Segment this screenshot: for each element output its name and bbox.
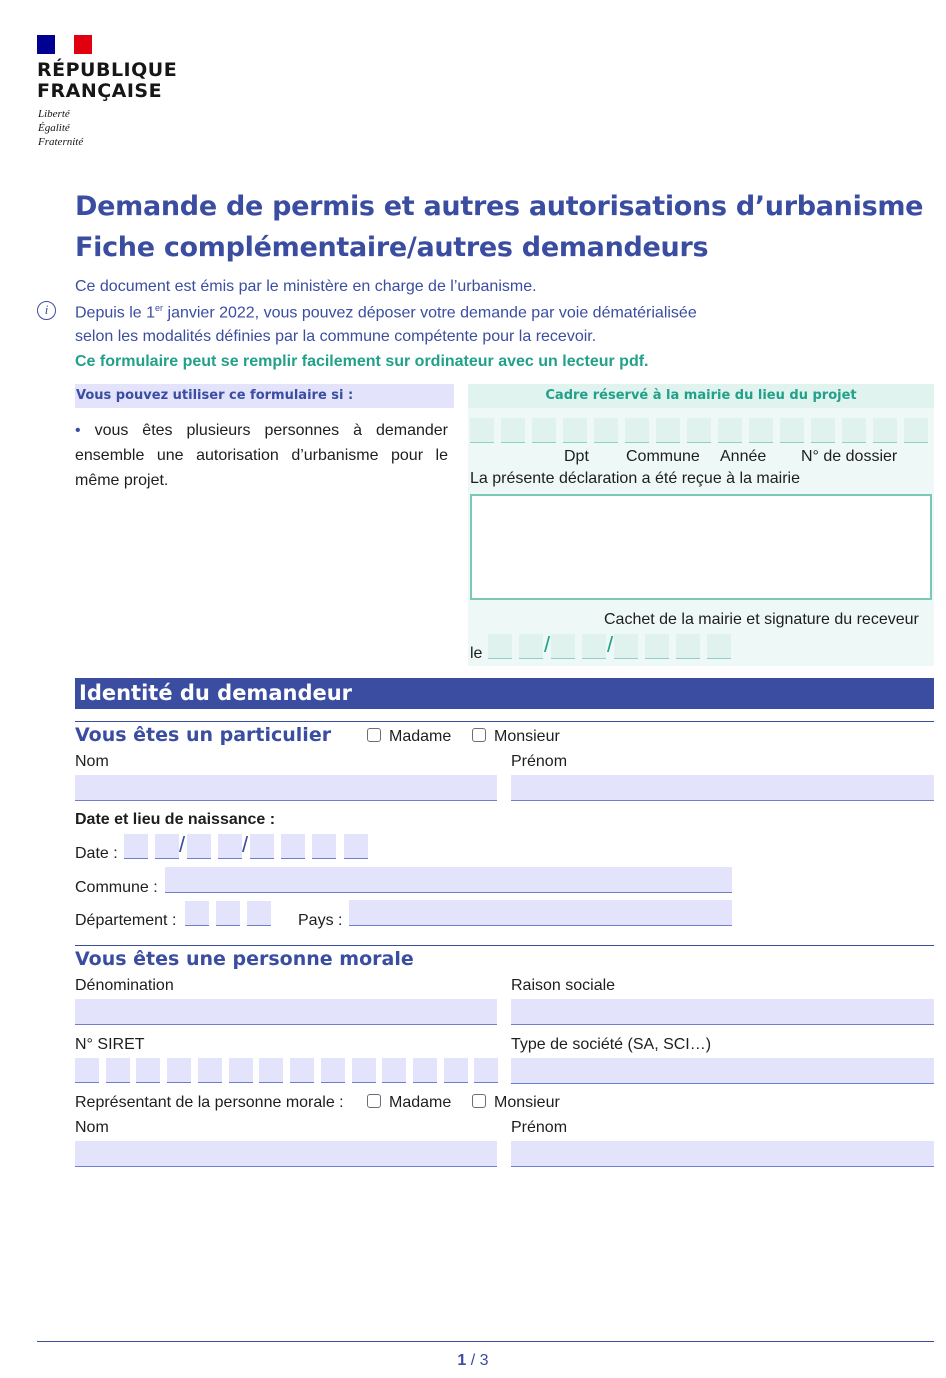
dossier-cell[interactable] <box>501 418 525 443</box>
reception-date-cell[interactable] <box>614 634 638 659</box>
dossier-cell[interactable] <box>780 418 804 443</box>
representant-monsieur-checkbox[interactable] <box>472 1094 486 1108</box>
siret-cell[interactable] <box>474 1058 498 1083</box>
siret-cell[interactable] <box>444 1058 468 1083</box>
commune-label: Commune : <box>75 879 158 896</box>
reception-date-cell[interactable] <box>707 634 731 659</box>
monsieur-checkbox[interactable] <box>472 728 486 742</box>
nom-label: Nom <box>75 753 109 770</box>
usage-description: vous êtes plusieurs personnes à demander ensemble une autorisation d’urbanisme pour le même projet. <box>75 422 448 489</box>
logo-line-1: RÉPUBLIQUE <box>37 59 178 81</box>
birth-date-cell[interactable] <box>155 834 179 859</box>
pays-label: Pays : <box>298 912 343 929</box>
total-pages: 3 <box>479 1352 489 1369</box>
intro-line-2 <box>75 303 697 322</box>
madame-checkbox[interactable] <box>367 728 381 742</box>
dossier-cell[interactable] <box>656 418 680 443</box>
date-separator: / <box>242 832 249 857</box>
label-dossier: N° de dossier <box>801 448 898 465</box>
birth-date-cell[interactable] <box>124 834 148 859</box>
info-icon: i <box>37 301 56 320</box>
siret-cell[interactable] <box>321 1058 345 1083</box>
dossier-cell[interactable] <box>873 418 897 443</box>
motto-fraternite: Fraternité <box>38 136 84 148</box>
intro-line-3: selon les modalités définies par la commune compétente pour la recevoir. <box>75 328 597 345</box>
date-prefix-le: le <box>470 645 483 662</box>
dossier-cell[interactable] <box>687 418 711 443</box>
madame-label: Madame <box>389 728 452 745</box>
raison-sociale-label: Raison sociale <box>511 977 616 994</box>
republique-francaise-logo <box>37 60 177 102</box>
siret-label: N° SIRET <box>75 1036 145 1053</box>
stamp-area[interactable] <box>470 494 932 600</box>
footer-divider <box>37 1341 934 1342</box>
dossier-cell[interactable] <box>811 418 835 443</box>
birth-date-cell[interactable] <box>312 834 336 859</box>
dossier-cell[interactable] <box>563 418 587 443</box>
date-separator: / <box>544 632 551 657</box>
particulier-heading: Vous êtes un particulier <box>75 724 332 746</box>
stamp-label: Cachet de la mairie et signature du receveur <box>604 611 919 628</box>
siret-cell[interactable] <box>290 1058 314 1083</box>
date-separator: / <box>607 632 614 657</box>
departement-label: Département : <box>75 912 177 929</box>
logo-line-2: FRANÇAISE <box>37 80 163 102</box>
received-text: La présente déclaration a été reçue à la mairie <box>470 470 800 487</box>
reception-date-cell[interactable] <box>582 634 606 659</box>
siret-cell[interactable] <box>259 1058 283 1083</box>
bullet-icon: • <box>75 422 81 439</box>
dossier-cell[interactable] <box>718 418 742 443</box>
prenom-input[interactable] <box>511 775 934 801</box>
page-separator: / <box>466 1352 480 1369</box>
siret-cell[interactable] <box>167 1058 191 1083</box>
siret-cell[interactable] <box>198 1058 222 1083</box>
siret-cell[interactable] <box>75 1058 99 1083</box>
intro-line-1: Ce document est émis par le ministère en charge de l’urbanisme. <box>75 278 537 295</box>
dossier-cell[interactable] <box>842 418 866 443</box>
page-indicator <box>0 1352 946 1370</box>
label-annee: Année <box>720 448 767 465</box>
date-label: Date : <box>75 845 118 862</box>
departement-cell[interactable] <box>185 901 209 926</box>
representant-madame-checkbox[interactable] <box>367 1094 381 1108</box>
commune-input[interactable] <box>165 867 732 893</box>
reception-date-cell[interactable] <box>519 634 543 659</box>
siret-cell[interactable] <box>352 1058 376 1083</box>
intro-line-2-end: janvier 2022, vous pouvez déposer votre demande par voie dématérialisée <box>163 304 697 322</box>
birth-date-cell[interactable] <box>187 834 211 859</box>
dossier-cell[interactable] <box>594 418 618 443</box>
siret-cell[interactable] <box>106 1058 130 1083</box>
republique-flag-logo <box>37 35 92 54</box>
type-societe-input[interactable] <box>511 1058 934 1084</box>
denomination-label: Dénomination <box>75 977 174 994</box>
siret-cell[interactable] <box>229 1058 253 1083</box>
page-title-line-2: Fiche complémentaire/autres demandeurs <box>75 232 709 263</box>
usage-heading: Vous pouvez utiliser ce formulaire si : <box>75 384 454 408</box>
dossier-cell[interactable] <box>532 418 556 443</box>
intro-line-2-start: Depuis le 1 <box>75 304 156 322</box>
intro-pdf-note: Ce formulaire peut se remplir facilement sur ordinateur avec un lecteur pdf. <box>75 353 649 370</box>
motto <box>38 107 83 149</box>
morale-heading: Vous êtes une personne morale <box>75 948 414 970</box>
dossier-cell[interactable] <box>904 418 928 443</box>
dossier-cell[interactable] <box>470 418 494 443</box>
siret-cell[interactable] <box>136 1058 160 1083</box>
representant-nom-label: Nom <box>75 1119 109 1136</box>
label-commune: Commune <box>626 448 700 465</box>
siret-cell[interactable] <box>413 1058 437 1083</box>
date-separator: / <box>179 832 186 857</box>
type-societe-label: Type de société (SA, SCI…) <box>511 1036 712 1053</box>
divider <box>75 721 934 722</box>
current-page: 1 <box>457 1352 467 1369</box>
reception-date-cell[interactable] <box>676 634 700 659</box>
dossier-cell[interactable] <box>625 418 649 443</box>
mairie-heading: Cadre réservé à la mairie du lieu du projet <box>468 384 934 408</box>
nom-input[interactable] <box>75 775 497 801</box>
representant-prenom-input[interactable] <box>511 1141 934 1167</box>
reception-date-cell[interactable] <box>488 634 512 659</box>
birth-date-cell[interactable] <box>250 834 274 859</box>
section-identite-header: Identité du demandeur <box>75 678 934 709</box>
representant-monsieur-label: Monsieur <box>494 1094 560 1111</box>
representant-prenom-label: Prénom <box>511 1119 568 1136</box>
dossier-cell[interactable] <box>749 418 773 443</box>
divider <box>75 945 934 946</box>
reception-date-cell[interactable] <box>551 634 575 659</box>
birth-date-cell[interactable] <box>344 834 368 859</box>
label-dpt: Dpt <box>564 448 589 465</box>
siret-cell[interactable] <box>382 1058 406 1083</box>
birth-date-cell[interactable] <box>281 834 305 859</box>
pays-input[interactable] <box>349 900 732 926</box>
reception-date-cell[interactable] <box>645 634 669 659</box>
intro-superscript: er <box>155 303 164 313</box>
birth-date-cell[interactable] <box>218 834 242 859</box>
motto-liberte: Liberté <box>38 108 70 120</box>
usage-text <box>75 418 448 493</box>
page-title-line-1: Demande de permis et autres autorisations d’urbanisme <box>75 191 924 222</box>
representant-label: Représentant de la personne morale : <box>75 1094 344 1111</box>
motto-egalite: Égalité <box>38 122 70 134</box>
departement-cell[interactable] <box>216 901 240 926</box>
birth-heading: Date et lieu de naissance : <box>75 811 276 828</box>
representant-madame-label: Madame <box>389 1094 452 1111</box>
mairie-reserved-box <box>468 384 934 666</box>
representant-nom-input[interactable] <box>75 1141 497 1167</box>
prenom-label: Prénom <box>511 753 568 770</box>
monsieur-label: Monsieur <box>494 728 560 745</box>
raison-sociale-input[interactable] <box>511 999 934 1025</box>
denomination-input[interactable] <box>75 999 497 1025</box>
departement-cell[interactable] <box>247 901 271 926</box>
